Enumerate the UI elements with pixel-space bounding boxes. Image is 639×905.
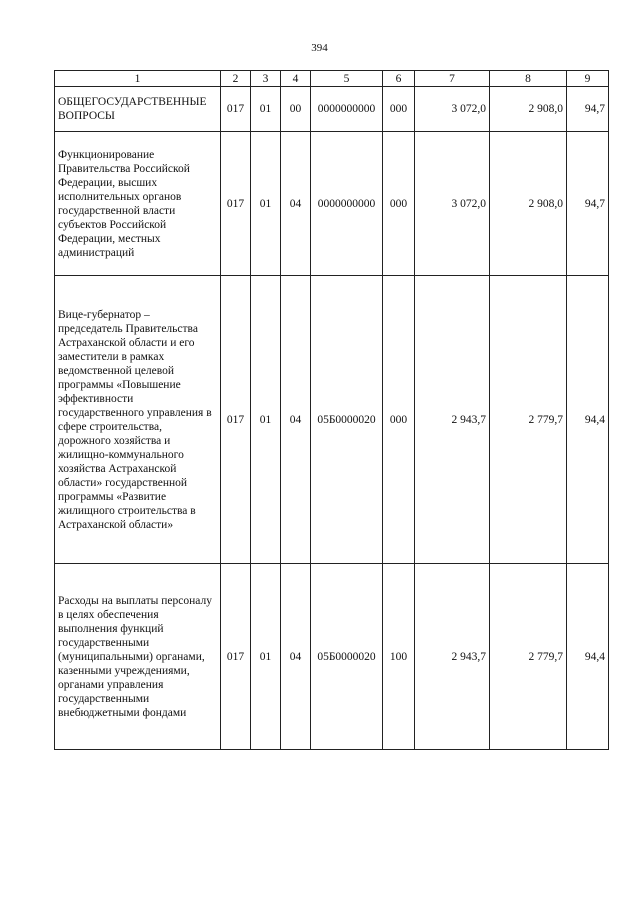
row-code-3: 01 <box>251 564 281 750</box>
row-code-5: 0000000000 <box>311 87 383 132</box>
row-code-3: 01 <box>251 132 281 276</box>
header-col-6: 6 <box>383 71 415 87</box>
row-value-7: 2 943,7 <box>415 564 490 750</box>
row-name-cell <box>55 132 221 276</box>
header-col-4: 4 <box>281 71 311 87</box>
budget-table <box>54 70 609 750</box>
header-col-5: 5 <box>311 71 383 87</box>
row-code-3: 01 <box>251 276 281 564</box>
header-row <box>55 71 609 87</box>
row-percent-9: 94,7 <box>567 132 609 276</box>
row-name-cell <box>55 276 221 564</box>
row-code-2: 017 <box>221 132 251 276</box>
row-value-8: 2 779,7 <box>490 276 567 564</box>
row-code-6: 000 <box>383 87 415 132</box>
header-col-8: 8 <box>490 71 567 87</box>
header-col-9: 9 <box>567 71 609 87</box>
page-number: 394 <box>311 42 328 54</box>
row-value-7: 2 943,7 <box>415 276 490 564</box>
table-row <box>55 132 609 276</box>
row-name: Вице-губернатор – председатель Правительства Астраханской области и его заместители в рамках ведомственной целевой программы «Повышение эффективности государственного управления в сфере строительства, дорожного хозяйства и жилищно-коммунального хозяйства Астраханской области» государственной программы «Развитие жилищного строительства в Астраханской области» <box>58 308 212 531</box>
row-code-3: 01 <box>251 87 281 132</box>
row-code-5: 05Б0000020 <box>311 564 383 750</box>
header-col-1: 1 <box>55 71 221 87</box>
row-code-6: 100 <box>383 564 415 750</box>
row-value-7: 3 072,0 <box>415 87 490 132</box>
table-row <box>55 87 609 132</box>
row-code-4: 00 <box>281 87 311 132</box>
row-code-6: 000 <box>383 276 415 564</box>
header-col-2: 2 <box>221 71 251 87</box>
row-value-8: 2 908,0 <box>490 87 567 132</box>
row-code-4: 04 <box>281 276 311 564</box>
row-code-2: 017 <box>221 276 251 564</box>
row-code-2: 017 <box>221 564 251 750</box>
table-row <box>55 276 609 564</box>
row-name: Функционирование Правительства Российской Федерации, высших исполнительных органов государственной власти субъектов Российской Федерации, местных администраций <box>58 148 190 259</box>
row-code-4: 04 <box>281 564 311 750</box>
table-row <box>55 564 609 750</box>
row-percent-9: 94,4 <box>567 564 609 750</box>
row-name-cell <box>55 87 221 132</box>
row-percent-9: 94,7 <box>567 87 609 132</box>
row-code-6: 000 <box>383 132 415 276</box>
row-name: Расходы на выплаты персоналу в целях обеспечения выполнения функций государственными (муниципальными) органами, казенными учреждениями, органами управления государственными внебюджетными фондами <box>58 594 212 719</box>
row-value-7: 3 072,0 <box>415 132 490 276</box>
row-value-8: 2 779,7 <box>490 564 567 750</box>
header-col-7: 7 <box>415 71 490 87</box>
row-code-4: 04 <box>281 132 311 276</box>
row-name-cell <box>55 564 221 750</box>
row-value-8: 2 908,0 <box>490 132 567 276</box>
row-code-5: 05Б0000020 <box>311 276 383 564</box>
row-percent-9: 94,4 <box>567 276 609 564</box>
row-code-5: 0000000000 <box>311 132 383 276</box>
row-code-2: 017 <box>221 87 251 132</box>
header-col-3: 3 <box>251 71 281 87</box>
row-name: ОБЩЕГОСУДАРСТВЕННЫЕ ВОПРОСЫ <box>58 96 207 122</box>
